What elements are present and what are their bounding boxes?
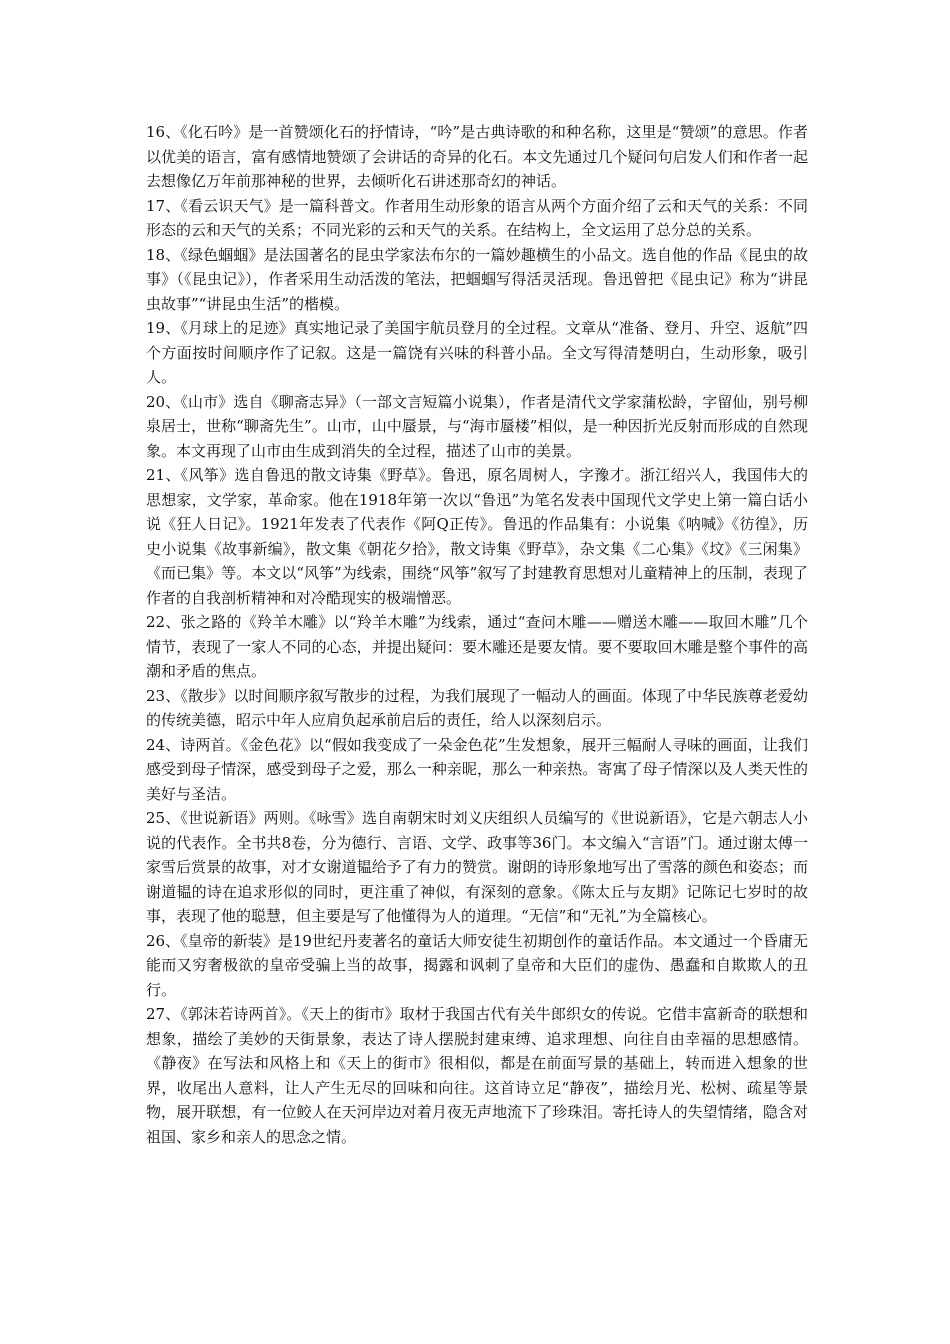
paragraph-21: 21、《风筝》选自鲁迅的散文诗集《野草》。鲁迅，原名周树人，字豫才。浙江绍兴人，我国伟大的思想家，文学家，革命家。他在1918年第一次以“鲁迅”为笔名发表中国现代文学史上第一篇白话小说《狂人日记》。1921年发表了代表作《阿Q正传》。鲁迅的作品集有：小说集《呐喊》《彷徨》，历史小说集《故事新编》，散文集《朝花夕拾》，散文诗集《野草》，杂文集《二心集》《坟》《三闲集》《而已集》等。本文以“风筝”为线索，围绕“风筝”叙写了封建教育思想对儿童精神上的压制，表现了作者的自我剖析精神和对冷酷现实的极端憎恶。	[146, 466, 808, 607]
paragraph-27: 27、《郭沫若诗两首》。《天上的街市》取材于我国古代有关牛郎织女的传说。它借丰富新奇的联想和想象，描绘了美妙的天街景象，表达了诗人摆脱封建束缚、追求理想、向往自由幸福的思想感情。《静夜》在写法和风格上和《天上的街市》很相似，都是在前面写景的基础上，转而进入想象的世界，收尾出人意料，让人产生无尽的回味和向往。这首诗立足“静夜”，描绘月光、松树、疏星等景物，展开联想，有一位鲛人在天河岸边对着月夜无声地流下了珍珠泪。寄托诗人的失望情绪，隐含对祖国、家乡和亲人的思念之情。	[146, 1005, 808, 1146]
paragraph-17: 17、《看云识天气》是一篇科普文。作者用生动形象的语言从两个方面介绍了云和天气的关系：不同形态的云和天气的关系；不同光彩的云和天气的关系。在结构上，全文运用了总分总的关系。	[146, 196, 808, 239]
paragraph-22: 22、张之路的《羚羊木雕》以“羚羊木雕”为线索，通过“查问木雕——赠送木雕——取回木雕”几个情节，表现了一家人不同的心态，并提出疑问：要木雕还是要友情。要不要取回木雕是整个事件的高潮和矛盾的焦点。	[146, 613, 808, 680]
paragraph-25: 25、《世说新语》两则。《咏雪》选自南朝宋时刘义庆组织人员编写的《世说新语》，它是六朝志人小说的代表作。全书共8卷，分为德行、言语、文学、政事等36门。本文编入“言语”门。通过谢太傅一家雪后赏景的故事，对才女谢道韫给予了有力的赞赏。谢朗的诗形象地写出了雪落的颜色和姿态；而谢道韫的诗在追求形似的同时，更注重了神似，有深刻的意象。《陈太丘与友期》记陈记七岁时的故事，表现了他的聪慧，但主要是写了他懂得为人的道理。“无信”和“无礼”为全篇核心。	[146, 809, 808, 925]
document-body	[146, 120, 808, 1149]
paragraph-18: 18、《绿色蝈蝈》是法国著名的昆虫学家法布尔的一篇妙趣横生的小品文。选自他的作品《昆虫的故事》（《昆虫记》），作者采用生动活泼的笔法，把蝈蝈写得活灵活现。鲁迅曾把《昆虫记》称为“讲昆虫故事”“讲昆虫生活”的楷模。	[146, 245, 808, 313]
paragraph-26: 26、《皇帝的新装》是19世纪丹麦著名的童话大师安徒生初期创作的童话作品。本文通过一个昏庸无能而又穷奢极欲的皇帝受骗上当的故事，揭露和讽刺了皇帝和大臣们的虚伪、愚蠢和自欺欺人的丑行。	[146, 931, 808, 999]
paragraph-20: 20、《山市》选自《聊斋志异》（一部文言短篇小说集），作者是清代文学家蒲松龄，字留仙，别号柳泉居士，世称“聊斋先生”。山市，山中蜃景，与“海市蜃楼”相似，是一种因折光反射而形成的自然现象。本文再现了山市由生成到消失的全过程，描述了山市的美景。	[146, 392, 808, 460]
paragraph-19: 19、《月球上的足迹》真实地记录了美国宇航员登月的全过程。文章从“准备、登月、升空、返航”四个方面按时间顺序作了记叙。这是一篇饶有兴味的科普小品。全文写得清楚明白，生动形象，吸引人。	[146, 319, 808, 386]
paragraph-23: 23、《散步》以时间顺序叙写散步的过程，为我们展现了一幅动人的画面。体现了中华民族尊老爱幼的传统美德，昭示中年人应肩负起承前启后的责任，给人以深刻启示。	[146, 686, 808, 729]
paragraph-16: 16、《化石吟》是一首赞颂化石的抒情诗，“吟”是古典诗歌的和种名称，这里是“赞颂”的意思。作者以优美的语言，富有感情地赞颂了会讲话的奇异的化石。本文先通过几个疑问句启发人们和作者一起去想像亿万年前那神秘的世界，去倾听化石讲述那奇幻的神话。	[146, 123, 808, 190]
paragraph-24: 24、诗两首。《金色花》以“假如我变成了一朵金色花”生发想象，展开三幅耐人寻味的画面，让我们感受到母子情深，感受到母子之爱，那么一种亲昵，那么一种亲热。寄寓了母子情深以及人类天性的美好与圣洁。	[146, 735, 808, 803]
